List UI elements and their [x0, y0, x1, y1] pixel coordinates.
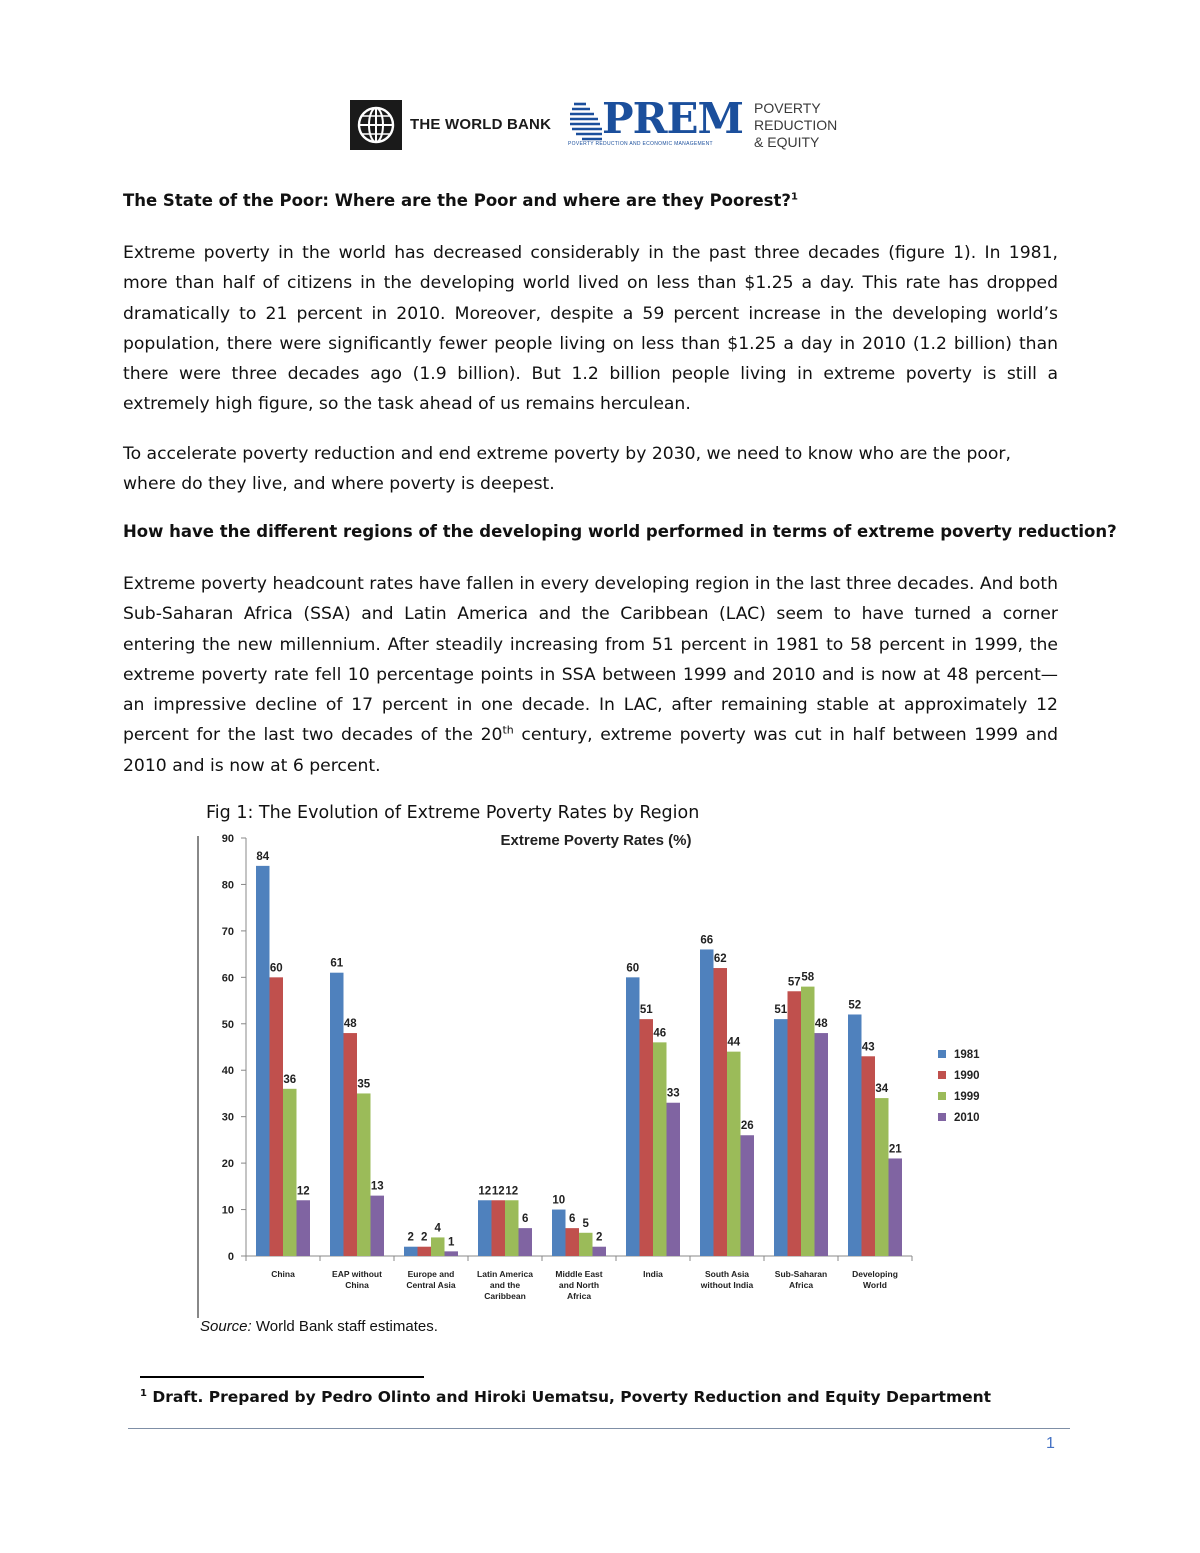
- paragraph-2: To accelerate poverty reduction and end extreme poverty by 2030, we need to know who are the poor, where do they live, and where poverty is deepest.: [123, 444, 1011, 495]
- bar-2010: [593, 1247, 607, 1256]
- x-category-label: Africa: [788, 1280, 814, 1290]
- data-label: 34: [875, 1083, 889, 1096]
- bar-2010: [445, 1251, 459, 1256]
- logo-bar: [350, 94, 850, 154]
- x-category-label: Developing: [852, 1269, 898, 1279]
- legend-label: 1981: [954, 1049, 980, 1061]
- title-footnote-ref[interactable]: 1: [790, 191, 798, 203]
- y-tick-label: 60: [221, 972, 234, 985]
- source-label: Source:: [200, 1318, 252, 1335]
- prem-wordmark: PREM: [602, 94, 743, 143]
- bar-1999: [505, 1200, 519, 1256]
- data-label: 44: [727, 1036, 741, 1049]
- x-category-label: China: [271, 1269, 295, 1279]
- y-tick-label: 90: [221, 833, 234, 845]
- data-label: 33: [666, 1087, 680, 1100]
- page-footer-divider: [128, 1428, 1070, 1429]
- document-title-text: The State of the Poor: Where are the Poor and where are they Poorest?: [123, 191, 791, 210]
- world-bank-logo: [350, 100, 402, 150]
- y-tick-label: 40: [221, 1065, 234, 1078]
- data-label: 5: [582, 1217, 589, 1230]
- data-label: 13: [370, 1180, 384, 1193]
- bar-1990: [788, 991, 802, 1256]
- globe-icon: [350, 100, 402, 150]
- bar-1999: [653, 1042, 667, 1256]
- bar-1981: [256, 866, 270, 1256]
- y-tick-label: 30: [221, 1111, 234, 1124]
- paragraph-3-text: Extreme poverty headcount rates have fallen in every developing region in the last three decades. And both Sub-Saharan Africa (SSA) and Latin America and the Caribbean (LAC) seem to have turned a corner entering the new millennium. After steadily increasing from 51 percent in 1981 to 58 percent in 1999, the extreme poverty rate fell 10 percentage points in SSA between 1999 and 2010 and is now at 48 percent—an impressive decline of 17 percent in one decade. In LAC, after remaining stable at approximately 12 percent for the last two decades of the 20: [123, 574, 1058, 746]
- bar-2010: [667, 1103, 681, 1256]
- x-category-label: and the: [489, 1280, 521, 1290]
- bar-1999: [801, 987, 815, 1256]
- bar-2010: [297, 1200, 311, 1256]
- data-label: 1: [448, 1236, 455, 1249]
- document-title: [123, 191, 798, 210]
- bar-1981: [478, 1200, 492, 1256]
- source-text: World Bank staff estimates.: [251, 1318, 438, 1335]
- chart-title: Extreme Poverty Rates (%): [500, 832, 692, 849]
- pre-department-name: [754, 100, 837, 151]
- data-label: 57: [787, 976, 801, 989]
- paragraph-1: Extreme poverty in the world has decreased considerably in the past three decades (figure 1). In 1981, more than half of citizens in the developing world lived on less than $1.25 a day. This rate has dropped dramatically to 21 percent in 2010. Moreover, despite a 59 percent increase in the developing world’s population, there were significantly fewer people living on less than $1.25 a day in 2010 (1.2 billion) than there were three decades ago (1.9 billion). But 1.2 billion people living in extreme poverty is still a extremely high figure, so the task ahead of us remains herculean.: [123, 243, 1058, 415]
- bar-1999: [875, 1098, 889, 1256]
- bar-1999: [431, 1237, 445, 1256]
- data-label: 4: [434, 1222, 441, 1235]
- x-category-label: China: [345, 1280, 369, 1290]
- data-label: 61: [330, 957, 344, 970]
- x-category-label: Middle East: [555, 1269, 603, 1279]
- legend-swatch: [938, 1050, 946, 1058]
- bar-1999: [579, 1233, 593, 1256]
- y-tick-label: 50: [221, 1018, 234, 1031]
- bar-2010: [741, 1135, 755, 1256]
- x-category-label: and North: [558, 1280, 600, 1290]
- bar-1981: [330, 973, 344, 1256]
- data-label: 10: [552, 1194, 566, 1207]
- bar-2010: [519, 1228, 533, 1256]
- chart-svg: [196, 830, 980, 1322]
- legend-swatch: [938, 1092, 946, 1100]
- bar-1990: [714, 968, 728, 1256]
- pre-line: REDUCTION: [754, 117, 838, 133]
- x-category-label: without India: [700, 1280, 754, 1290]
- source-note: [200, 1318, 438, 1335]
- y-tick-label: 70: [221, 925, 234, 938]
- data-label: 6: [522, 1213, 529, 1226]
- footnote-divider: [140, 1376, 424, 1378]
- footnote-text: Draft. Prepared by Pedro Olinto and Hiroki Uematsu, Poverty Reduction and Equity Department: [146, 1388, 992, 1407]
- legend-swatch: [938, 1113, 946, 1121]
- prem-stripes-icon: [568, 102, 604, 142]
- bar-1990: [862, 1056, 876, 1256]
- world-bank-wordmark: THE WORLD BANK: [410, 116, 552, 133]
- data-label: 60: [626, 962, 640, 975]
- section-heading: How have the different regions of the developing world performed in terms of extreme poverty reduction?: [123, 522, 1117, 541]
- data-label: 36: [283, 1073, 297, 1086]
- data-label: 21: [888, 1143, 902, 1156]
- bar-1990: [418, 1247, 432, 1256]
- bar-1981: [552, 1210, 566, 1256]
- data-label: 62: [713, 953, 727, 966]
- footnote-number: 1: [140, 1388, 147, 1399]
- x-category-label: India: [643, 1269, 663, 1279]
- data-label: 58: [801, 971, 815, 984]
- pre-line: POVERTY: [754, 100, 821, 116]
- x-category-label: Latin America: [477, 1269, 533, 1279]
- data-label: 51: [639, 1004, 653, 1017]
- data-label: 60: [269, 962, 283, 975]
- x-category-label: EAP without: [332, 1269, 382, 1279]
- bar-1981: [848, 1014, 862, 1256]
- prem-subtitle: POVERTY REDUCTION AND ECONOMIC MANAGEMENT: [568, 141, 713, 147]
- data-label: 66: [700, 934, 714, 947]
- data-label: 2: [596, 1231, 603, 1244]
- legend-swatch: [938, 1071, 946, 1079]
- data-label: 2: [421, 1231, 428, 1244]
- data-label: 35: [357, 1078, 371, 1091]
- bar-1990: [566, 1228, 580, 1256]
- x-category-label: Central Asia: [406, 1280, 456, 1290]
- y-tick-label: 20: [221, 1158, 234, 1171]
- data-label: 2: [407, 1231, 414, 1244]
- pre-line: & EQUITY: [754, 134, 820, 150]
- data-label: 84: [256, 850, 270, 863]
- bar-1990: [344, 1033, 358, 1256]
- data-label: 12: [505, 1185, 519, 1198]
- paragraph-3: [123, 569, 1058, 781]
- poverty-rates-chart: [196, 830, 980, 1322]
- data-label: 48: [343, 1018, 357, 1031]
- bar-1981: [700, 949, 714, 1256]
- legend-label: 1999: [954, 1091, 980, 1103]
- x-category-label: South Asia: [704, 1269, 750, 1279]
- bar-1990: [270, 977, 284, 1256]
- bar-1990: [492, 1200, 506, 1256]
- x-category-label: Sub-Saharan: [774, 1269, 828, 1279]
- bar-1981: [774, 1019, 788, 1256]
- legend-label: 2010: [954, 1112, 980, 1124]
- bar-2010: [889, 1158, 903, 1256]
- footnote: [140, 1388, 991, 1406]
- bar-1999: [283, 1089, 297, 1256]
- data-label: 12: [296, 1185, 310, 1198]
- bar-1990: [640, 1019, 654, 1256]
- bar-1981: [404, 1247, 418, 1256]
- data-label: 51: [774, 1004, 788, 1017]
- data-label: 12: [491, 1185, 505, 1198]
- bar-2010: [371, 1196, 385, 1256]
- paragraph-3-text-end: century, extreme poverty was cut in half between 1999 and 2010 and is now at 6 percent.: [123, 725, 1058, 776]
- figure-caption: Fig 1: The Evolution of Extreme Poverty Rates by Region: [206, 803, 700, 823]
- data-label: 52: [848, 999, 862, 1012]
- page-number: 1: [1046, 1435, 1055, 1452]
- data-label: 43: [861, 1041, 875, 1054]
- y-tick-label: 0: [227, 1251, 234, 1263]
- data-label: 48: [814, 1018, 828, 1031]
- bar-1999: [357, 1093, 371, 1256]
- superscript: th: [502, 723, 514, 737]
- data-label: 46: [653, 1027, 667, 1040]
- x-category-label: Caribbean: [484, 1291, 526, 1301]
- legend-label: 1990: [954, 1070, 980, 1082]
- x-category-label: Africa: [566, 1291, 592, 1301]
- bar-1981: [626, 977, 640, 1256]
- data-label: 6: [569, 1213, 576, 1226]
- x-category-label: Europe and: [407, 1269, 455, 1279]
- x-category-label: World: [863, 1280, 887, 1290]
- y-tick-label: 80: [221, 879, 234, 892]
- bar-2010: [815, 1033, 829, 1256]
- bar-1999: [727, 1052, 741, 1256]
- data-label: 26: [740, 1120, 754, 1133]
- y-tick-label: 10: [221, 1204, 234, 1217]
- data-label: 12: [478, 1185, 492, 1198]
